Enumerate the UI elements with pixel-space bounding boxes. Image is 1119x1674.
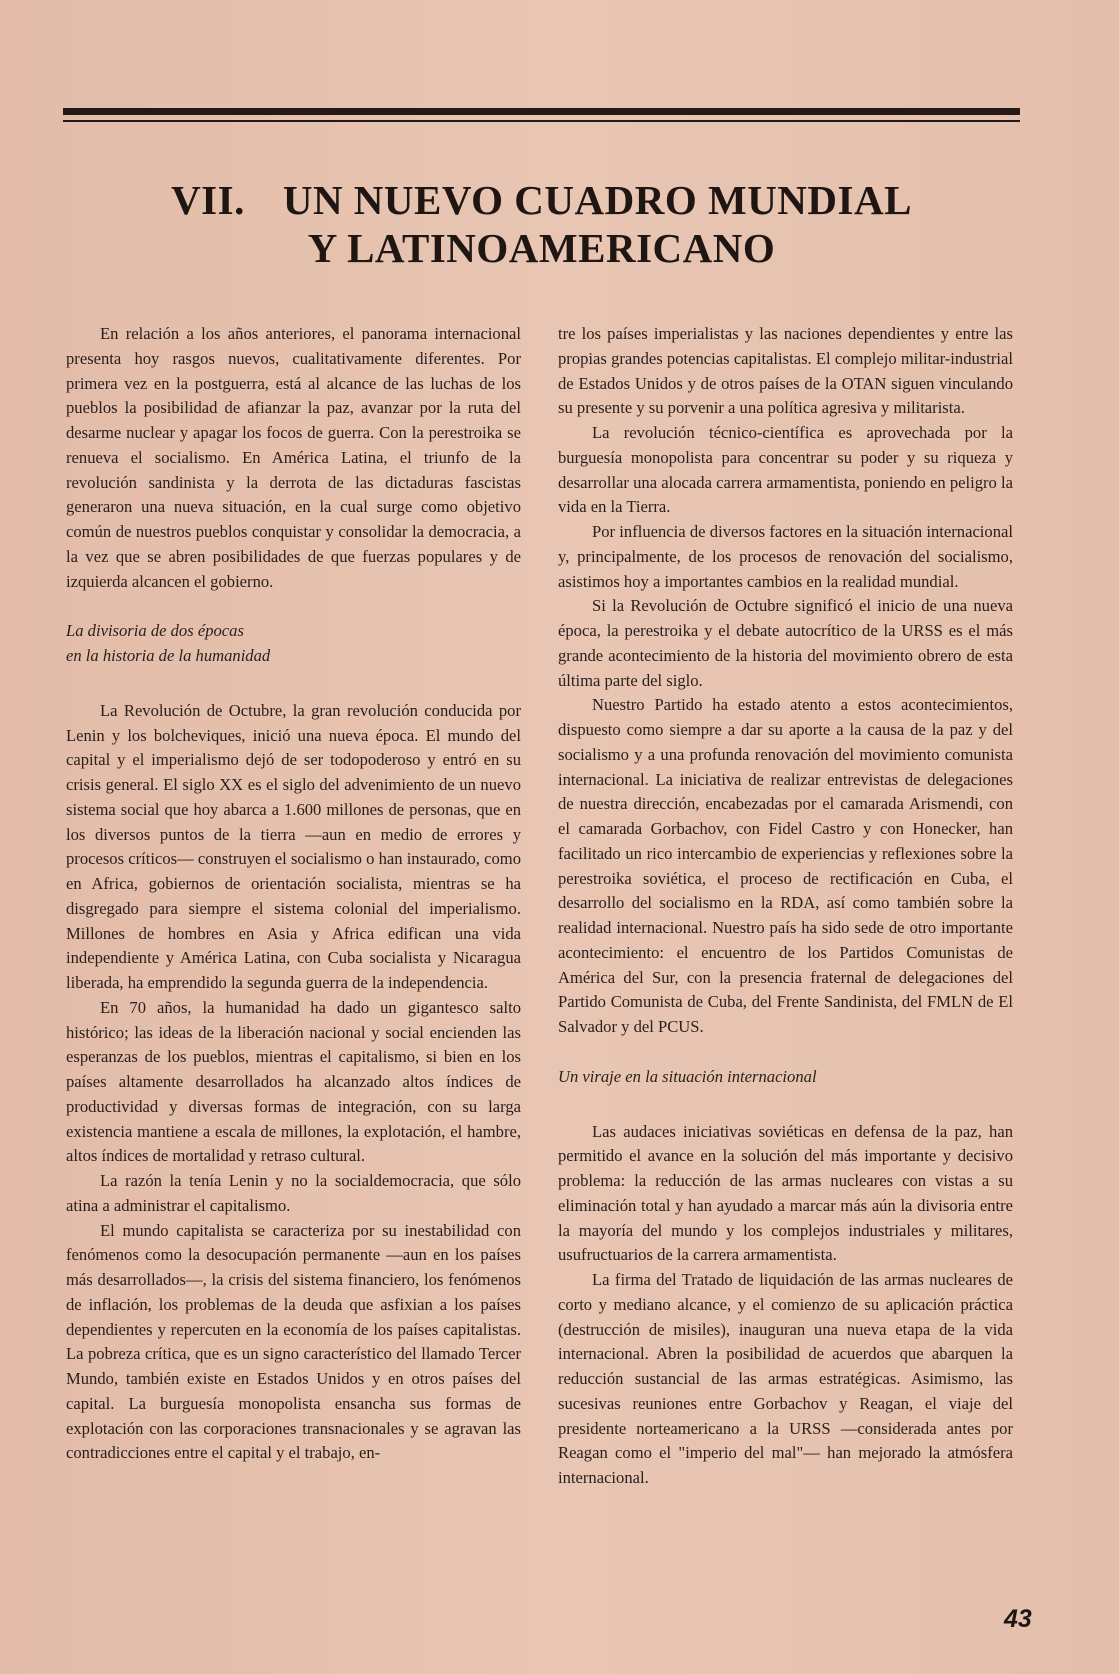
paragraph: La firma del Tratado de liquidación de las armas nucleares de corto y mediano alcance, y el comienzo de su aplicación práctica (destrucción de misiles), inauguran una nueva etapa de la vida internacional. Abren la posibilidad de acuerdos que abarquen la reducción sustancial de las armas estratégicas. Asimismo, las sucesivas reuniones entre Gorbachov y Reagan, el viaje del presidente norteamericano a la URSS —considerada antes por Reagan como el "imperio del mal"— han mejorado la atmósfera internacional.: [558, 1270, 1013, 1487]
left-column: [66, 322, 521, 1466]
header-rule-thin: [63, 120, 1020, 122]
section-subheading: [66, 619, 521, 669]
paragraph: En relación a los años anteriores, el panorama internacional presenta hoy rasgos nuevos, cualitativamente diferentes. Por primera vez en la postguerra, está al alcance de las luchas de los pueblos la posibilidad de afianzar la paz, avanzar por la ruta del desarme nuclear y apagar los focos de guerra. Con la perestroika se renueva el socialismo. En América Latina, el triunfo de la revolución sandinista y la derrota de las dictaduras fascistas generaron una nueva situación, en la cual surge como objetivo común de nuestros pueblos conquistar y consolidar la democracia, a la vez que se abren posibilidades de que fuerzas populares y de izquierda alcancen el gobierno.: [66, 324, 521, 591]
subheading-line: en la historia de la humanidad: [66, 646, 271, 665]
right-column: [558, 322, 1013, 1491]
chapter-title: [63, 176, 1020, 272]
paragraph: La razón la tenía Lenin y no la socialdemocracia, que sólo atina a administrar el capitalismo.: [66, 1171, 521, 1215]
subheading-line: La divisoria de dos épocas: [66, 621, 244, 641]
paragraph: tre los países imperialistas y las naciones dependientes y entre las propias grandes potencias capitalistas. El complejo militar-industrial de Estados Unidos y de otros países de la OTAN siguen vinculando su presente y su porvenir a una política agresiva y militarista.: [558, 324, 1013, 418]
paragraph: La Revolución de Octubre, la gran revolución conducida por Lenin y los bolcheviques, inició una nueva época. El mundo del capital y el imperialismo dejó de ser todopoderoso y entró en su crisis general. El siglo XX es el siglo del advenimiento de un nuevo sistema social que hoy abarca a 1.600 millones de personas, que en los diversos puntos de la tierra —aun en medio de errores y procesos críticos— construyen el socialismo o han instaurado, como en Africa, gobiernos de orientación socialista, mientras se ha disgregado para siempre el sistema colonial del imperialismo. Millones de hombres en Asia y Africa edifican una vida independiente y América Latina, con Cuba socialista y Nicaragua liberada, ha emprendido la segunda guerra de la independencia.: [66, 700, 521, 992]
paragraph: Las audaces iniciativas soviéticas en defensa de la paz, han permitido el avance en la solución del más importante y decisivo problema: la reducción de las armas nucleares con vistas a su eliminación total y han ayudado a marcar más aún la divisoria entre la mayoría del mundo y los complejos industriales y militares, usufructuarios de la carrera armamentista.: [558, 1121, 1013, 1265]
paragraph: Por influencia de diversos factores en la situación internacional y, principalmente, de los procesos de renovación del socialismo, asistimos hoy a importantes cambios en la realidad mundial.: [558, 522, 1013, 591]
paragraph: En 70 años, la humanidad ha dado un gigantesco salto histórico; las ideas de la liberación nacional y social encienden las esperanzas de los pueblos, mientras el capitalismo, si bien en los países altamente desarrollados ha alcanzado altos índices de productividad y diversas formas de integración, con su larga existencia mantiene a escala de millones, la explotación, el hambre, altos índices de mortalidad y retraso cultural.: [66, 997, 521, 1166]
page-number: 43: [1004, 1605, 1032, 1633]
paragraph: Si la Revolución de Octubre significó el inicio de una nueva época, la perestroika y el debate autocrítico de la URSS es el más grande acontecimiento de la historia del movimiento obrero de esta última parte del siglo.: [558, 596, 1013, 690]
header-rule-thick: [63, 108, 1020, 115]
paragraph: Nuestro Partido ha estado atento a estos acontecimientos, dispuesto como siempre a dar su aporte a la causa de la paz y del socialismo y a una profunda renovación del movimiento comunista internacional. La iniciativa de realizar entrevistas de delegaciones de nuestra dirección, encabezadas por el camarada Arismendi, con el camarada Gorbachov, con Fidel Castro y con Honecker, han facilitado un rico intercambio de experiencias y reflexiones sobre la perestroika soviética, el proceso de rectificación en Cuba, el desarrollo del socialismo en la RDA, así como también sobre la realidad internacional. Nuestro país ha sido sede de otro importante acontecimiento: el encuentro de los Partidos Comunistas de América del Sur, con la presencia fraternal de delegaciones del Partido Comunista de Cuba, del Frente Sandinista, del FMLN de El Salvador y del PCUS.: [558, 695, 1013, 1036]
section-subheading: Un viraje en la situación internacional: [558, 1066, 817, 1086]
chapter-title-line1: UN NUEVO CUADRO MUNDIAL: [282, 177, 912, 223]
chapter-number: VII.: [171, 177, 245, 223]
chapter-title-line2: Y LATINOAMERICANO: [307, 225, 776, 271]
paragraph: El mundo capitalista se caracteriza por su inestabilidad con fenómenos como la desocupación permanente —aun en los países más desarrollados—, la crisis del sistema financiero, los fenómenos de inflación, los problemas de la deuda que asfixian a los países dependientes y repercuten en la economía de los países capitalistas. La pobreza crítica, que es un signo característico del llamado Tercer Mundo, también existe en Estados Unidos y en otros países del capital. La burguesía monopolista ensancha sus formas de explotación con las corporaciones transnacionales y se agravan las contradicciones entre el capital y el trabajo, en-: [66, 1220, 521, 1463]
paragraph: La revolución técnico-científica es aprovechada por la burguesía monopolista para concentrar su poder y su riqueza y desarrollar una alocada carrera armamentista, poniendo en peligro la vida en la Tierra.: [558, 423, 1013, 517]
